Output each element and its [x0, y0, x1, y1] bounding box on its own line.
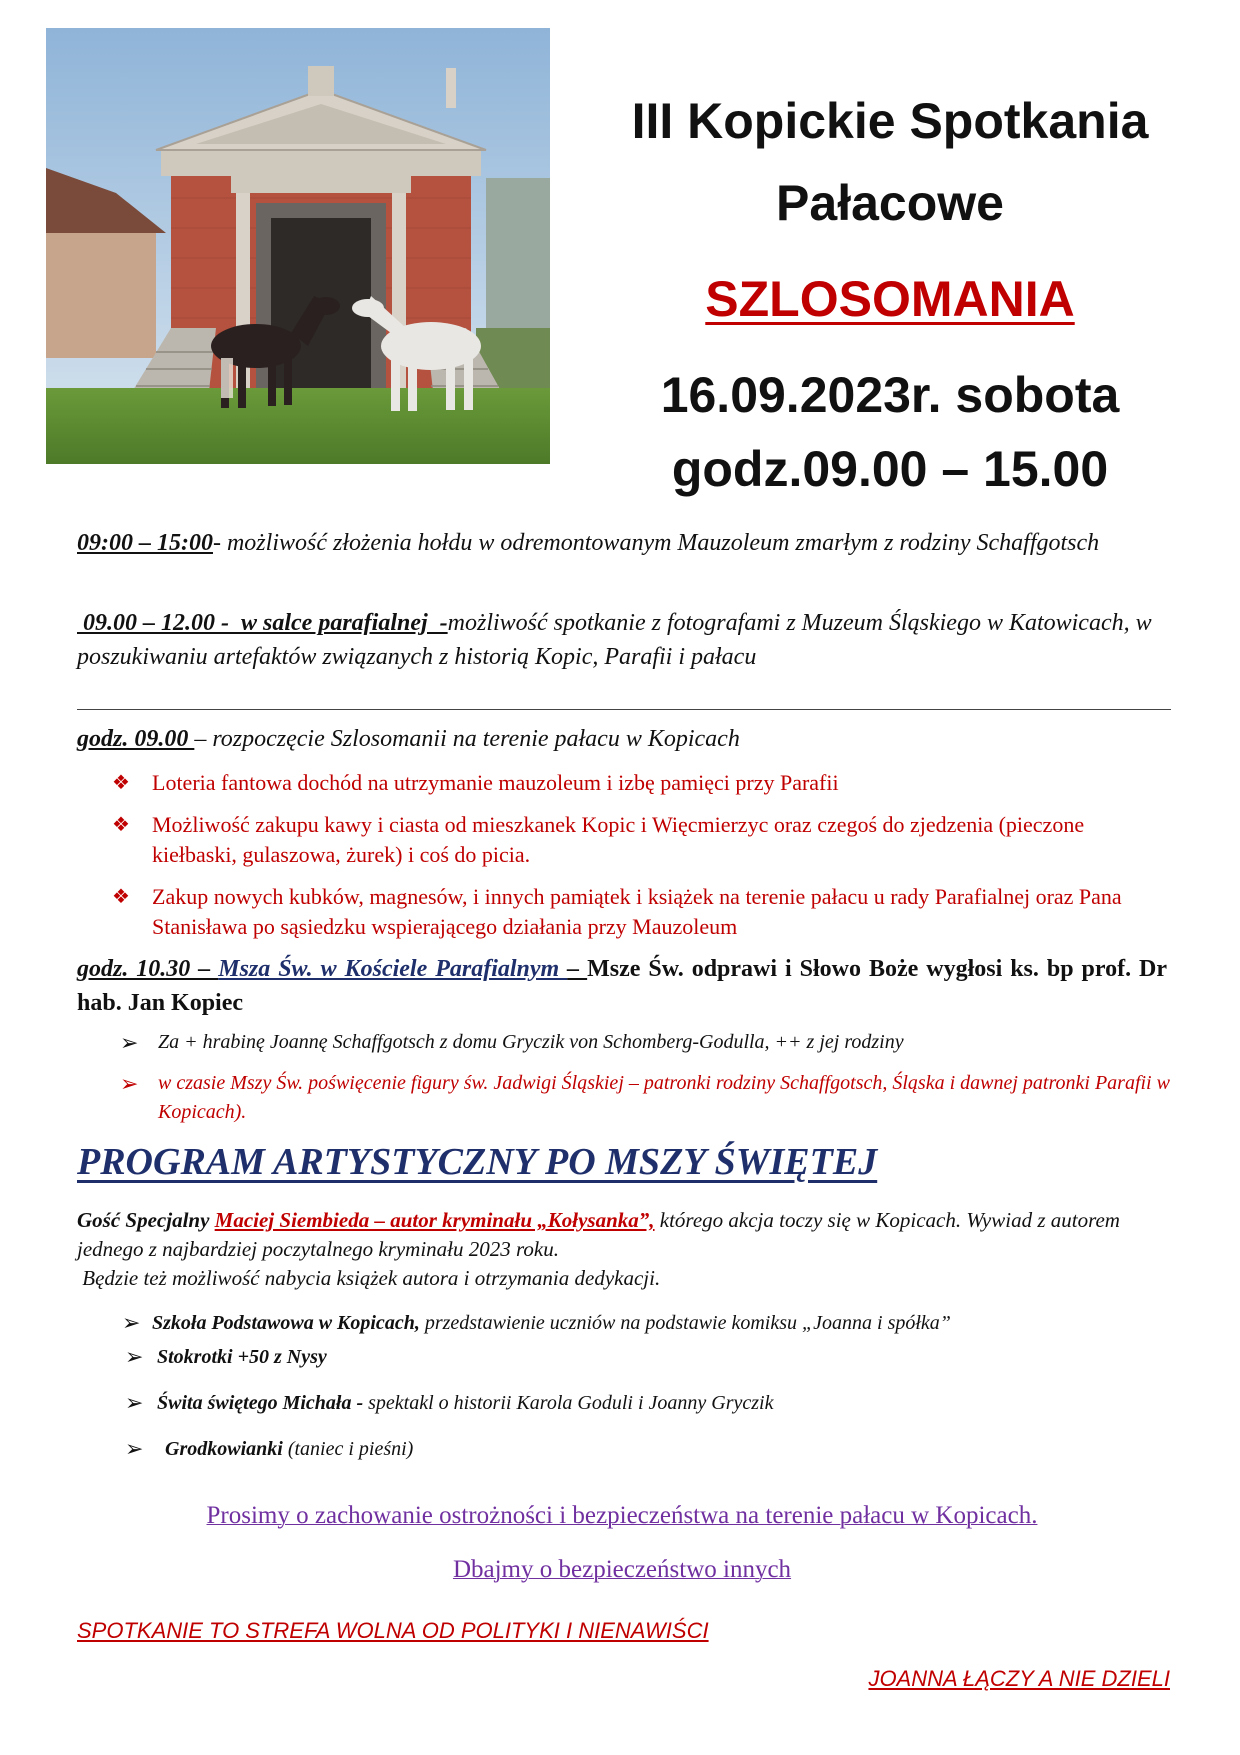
diamond-bullet-icon: ❖ — [112, 814, 130, 836]
list-item — [120, 1069, 1170, 1127]
event-hours: godz.09.00 – 15.00 — [671, 441, 1109, 497]
special-guest — [77, 1206, 1167, 1293]
list-item-text: Loteria fantowa dochód na utrzymanie mauzoleum i izbę pamięci przy Parafii — [152, 770, 839, 795]
guest-text-2: Będzie też możliwość nabycia książek autora i otrzymania dedykacji. — [77, 1266, 661, 1290]
program-heading-text: PROGRAM ARTYSTYCZNY PO MSZY ŚWIĘTEJ — [77, 1141, 878, 1183]
care-notice-text: Dbajmy o bezpieczeństwo innych — [452, 1556, 792, 1583]
attractions-list — [112, 768, 1172, 942]
performer-desc: (taniec i pieśni) — [282, 1438, 414, 1460]
performer-desc: przedstawienie uczniów na podstawie komiksu „Joanna i spółka” — [419, 1312, 951, 1334]
schedule-text: - możliwość złożenia hołdu w odremontowanym Mauzoleum zmarłym z rodziny Schaffgotsch — [212, 530, 1100, 556]
schedule-time: godz. 09.00 — [77, 726, 195, 752]
care-notice — [77, 1556, 1167, 1584]
event-date: 16.09.2023r. sobota — [660, 367, 1120, 423]
mass-intentions-list — [120, 1028, 1170, 1127]
list-item — [112, 768, 1172, 798]
schedule-text: możliwość spotkanie z fotografami z Muzeum Śląskiego w Katowicach, w poszukiwaniu artefaktów związanych z historią Kopic, Parafii i pałacu — [77, 610, 1152, 670]
schedule-time: 09:00 – 15:00 — [77, 530, 213, 556]
diamond-bullet-icon: ❖ — [112, 772, 130, 794]
list-item-text: w czasie Mszy Św. poświęcenie figury św. Jadwigi Śląskiej – patronki rodziny Schaffgotsch, Śląska i dawnej patronki Parafii w Kopicach). — [158, 1072, 1170, 1123]
politics-free-zone-text: SPOTKANIE TO STREFA WOLNA OD POLITYKI I NIENAWIŚCI — [77, 1618, 709, 1643]
list-item — [120, 1028, 1170, 1057]
mass-dash: – — [567, 956, 588, 982]
performer-item — [122, 1308, 1192, 1338]
motto-text: JOANNA ŁĄCZY A NIE DZIELI — [868, 1666, 1170, 1691]
diamond-bullet-icon: ❖ — [112, 886, 130, 908]
arrow-bullet-icon: ➢ — [122, 1310, 141, 1335]
performer-desc: spektakl o historii Karola Goduli i Joanny Gryczik — [363, 1392, 774, 1414]
performer-item — [125, 1434, 1185, 1464]
motto — [700, 1666, 1170, 1692]
list-item-text: Za + hrabinę Joannę Schaffgotsch z domu Gryczik von Schomberg-Godulla, ++ z jej rodziny — [158, 1031, 904, 1053]
guest-label: Gość Specjalny — [77, 1208, 215, 1232]
arrow-bullet-icon: ➢ — [120, 1071, 139, 1096]
performer-name: Grodkowianki — [165, 1438, 283, 1460]
mass-title: Msza Św. w Kościele Parafialnym — [218, 956, 568, 982]
list-item — [112, 810, 1172, 870]
divider — [77, 709, 1171, 710]
list-item-text: Możliwość zakupu kawy i ciasta od mieszkanek Kopic i Więcmierzyc oraz czegoś do zjedzenia (pieczone kiełbaski, gulaszowa, żurek) i coś do picia. — [152, 812, 1085, 867]
schedule-item-4 — [77, 952, 1167, 1020]
guest-text: którego akcja toczy się w Kopicach. Wywiad z autorem jednego z najbardziej poczytalnego kryminału 2023 roku. — [77, 1208, 1120, 1261]
arrow-bullet-icon: ➢ — [125, 1344, 144, 1369]
mausoleum-with-horses-photo — [46, 28, 550, 464]
mass-text: Msze Św. odprawi i Słowo Boże wygłosi ks. bp prof. Dr hab. Jan Kopiec — [77, 956, 1168, 1016]
arrow-bullet-icon: ➢ — [125, 1390, 144, 1415]
event-name-text: SZLOSOMANIA — [705, 271, 1075, 327]
performer-name: Szkoła Podstawowa w Kopicach, — [152, 1312, 420, 1334]
mausoleum-photo — [46, 28, 550, 464]
schedule-time: godz. 10.30 – — [77, 956, 219, 982]
schedule-item-2 — [77, 606, 1167, 674]
list-item-text: Zakup nowych kubków, magnesów, i innych pamiątek i książek na terenie pałacu u rady Parafialnej oraz Pana Stanisława po sąsiedzku wspierającego działania przy Mauzoleum — [152, 884, 1122, 939]
arrow-bullet-icon: ➢ — [120, 1030, 139, 1055]
schedule-item-3 — [77, 722, 1167, 756]
list-item — [112, 882, 1172, 942]
safety-notice-text: Prosimy o zachowanie ostrożności i bezpieczeństwa na terenie pałacu w Kopicach. — [206, 1502, 1038, 1529]
schedule-time: 09.00 – 12.00 - w salce parafialnej - — [77, 610, 448, 636]
performer-item — [125, 1388, 1187, 1418]
title-line-2: Pałacowe — [776, 175, 1004, 231]
performer-item — [125, 1342, 1187, 1372]
event-name — [570, 270, 1210, 328]
guest-name: Maciej Siembieda – autor kryminału „Kołysanka”, — [214, 1208, 655, 1232]
safety-notice — [77, 1502, 1167, 1530]
program-heading — [77, 1140, 1177, 1184]
performer-name: Świta świętego Michała - — [157, 1392, 364, 1414]
performer-name: Stokrotki +50 z Nysy — [157, 1346, 327, 1368]
politics-free-zone — [77, 1618, 877, 1644]
arrow-bullet-icon: ➢ — [125, 1436, 144, 1461]
title-line-1: III Kopickie Spotkania — [631, 93, 1149, 149]
schedule-item-1 — [77, 526, 1167, 560]
schedule-text: – rozpoczęcie Szlosomanii na terenie pałacu w Kopicach — [194, 726, 740, 752]
